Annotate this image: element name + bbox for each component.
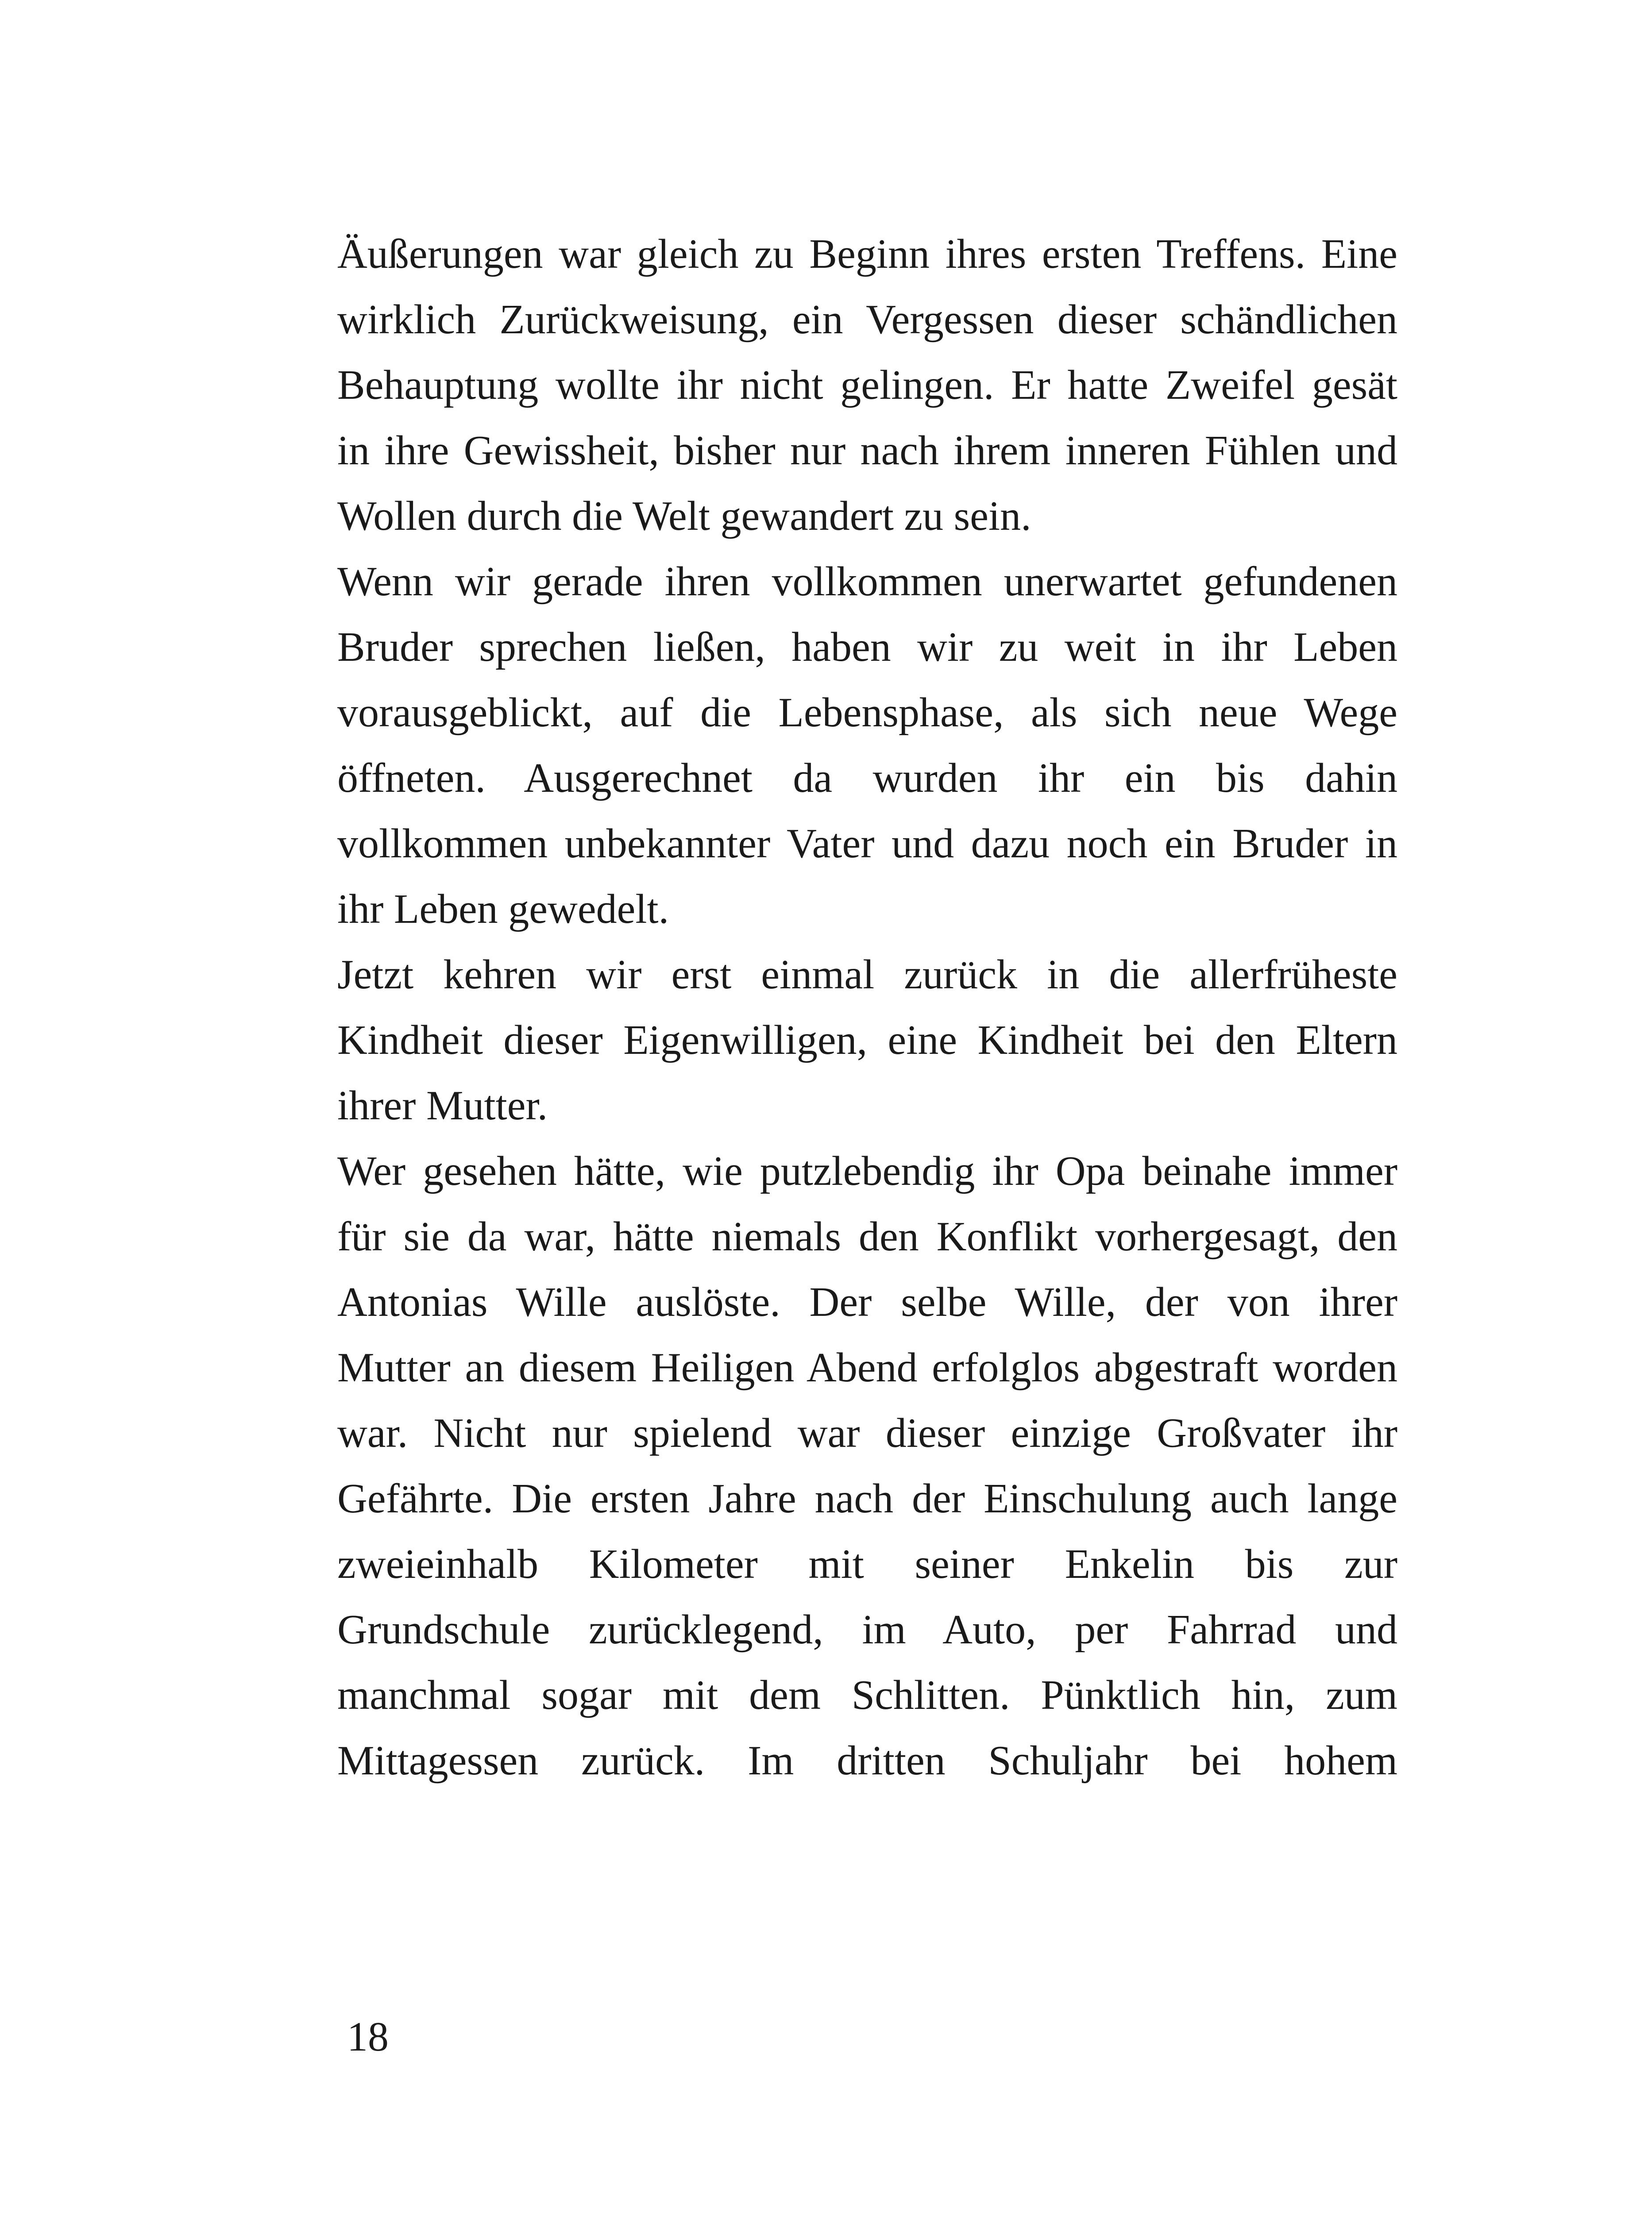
text-line: Bruder sprechen ließen, haben wir zu weit in ihr Leben xyxy=(337,624,1397,670)
text-line: für sie da war, hätte niemals den Konflikt vorhergesagt, den xyxy=(337,1214,1397,1260)
body-text xyxy=(337,221,1397,1793)
text-line: Wenn wir gerade ihren vollkommen unerwartet gefundenen xyxy=(337,559,1397,605)
text-line: Mutter an diesem Heiligen Abend erfolglos abgestraft worden xyxy=(337,1345,1397,1391)
text-line: manchmal sogar mit dem Schlitten. Pünktlich hin, zum xyxy=(337,1672,1397,1718)
text-line: Äußerungen war gleich zu Beginn ihres ersten Treffens. Eine xyxy=(337,231,1397,277)
text-line: öffneten. Ausgerechnet da wurden ihr ein bis dahin xyxy=(337,755,1397,801)
text-line: ihrer Mutter. xyxy=(337,1083,548,1129)
text-line: in ihre Gewissheit, bisher nur nach ihrem inneren Fühlen und xyxy=(337,428,1397,474)
text-line: Wer gesehen hätte, wie putzlebendig ihr Opa beinahe immer xyxy=(337,1148,1397,1194)
text-line: vollkommen unbekannter Vater und dazu noch ein Bruder in xyxy=(337,821,1397,867)
text-line: Grundschule zurücklegend, im Auto, per Fahrrad und xyxy=(337,1607,1397,1653)
text-line: Jetzt kehren wir erst einmal zurück in die allerfrüheste xyxy=(337,952,1397,998)
text-line: Antonias Wille auslöste. Der selbe Wille, der von ihrer xyxy=(337,1279,1397,1325)
text-line: zweieinhalb Kilometer mit seiner Enkelin bis zur xyxy=(337,1541,1397,1587)
text-line: vorausgeblickt, auf die Lebensphase, als sich neue Wege xyxy=(337,690,1397,736)
text-line: Gefährte. Die ersten Jahre nach der Einschulung auch lange xyxy=(337,1476,1397,1522)
text-line: Mittagessen zurück. Im dritten Schuljahr bei hohem xyxy=(337,1738,1397,1784)
text-line: war. Nicht nur spielend war dieser einzige Großvater ihr xyxy=(337,1410,1397,1456)
text-line: Behauptung wollte ihr nicht gelingen. Er hatte Zweifel gesät xyxy=(337,362,1397,408)
text-line: Kindheit dieser Eigenwilligen, eine Kindheit bei den Eltern xyxy=(337,1017,1397,1063)
text-line: Wollen durch die Welt gewandert zu sein. xyxy=(337,493,1031,539)
text-line: wirklich Zurückweisung, ein Vergessen dieser schändlichen xyxy=(337,297,1397,343)
text-line: ihr Leben gewedelt. xyxy=(337,886,669,932)
page-number: 18 xyxy=(347,2014,389,2060)
